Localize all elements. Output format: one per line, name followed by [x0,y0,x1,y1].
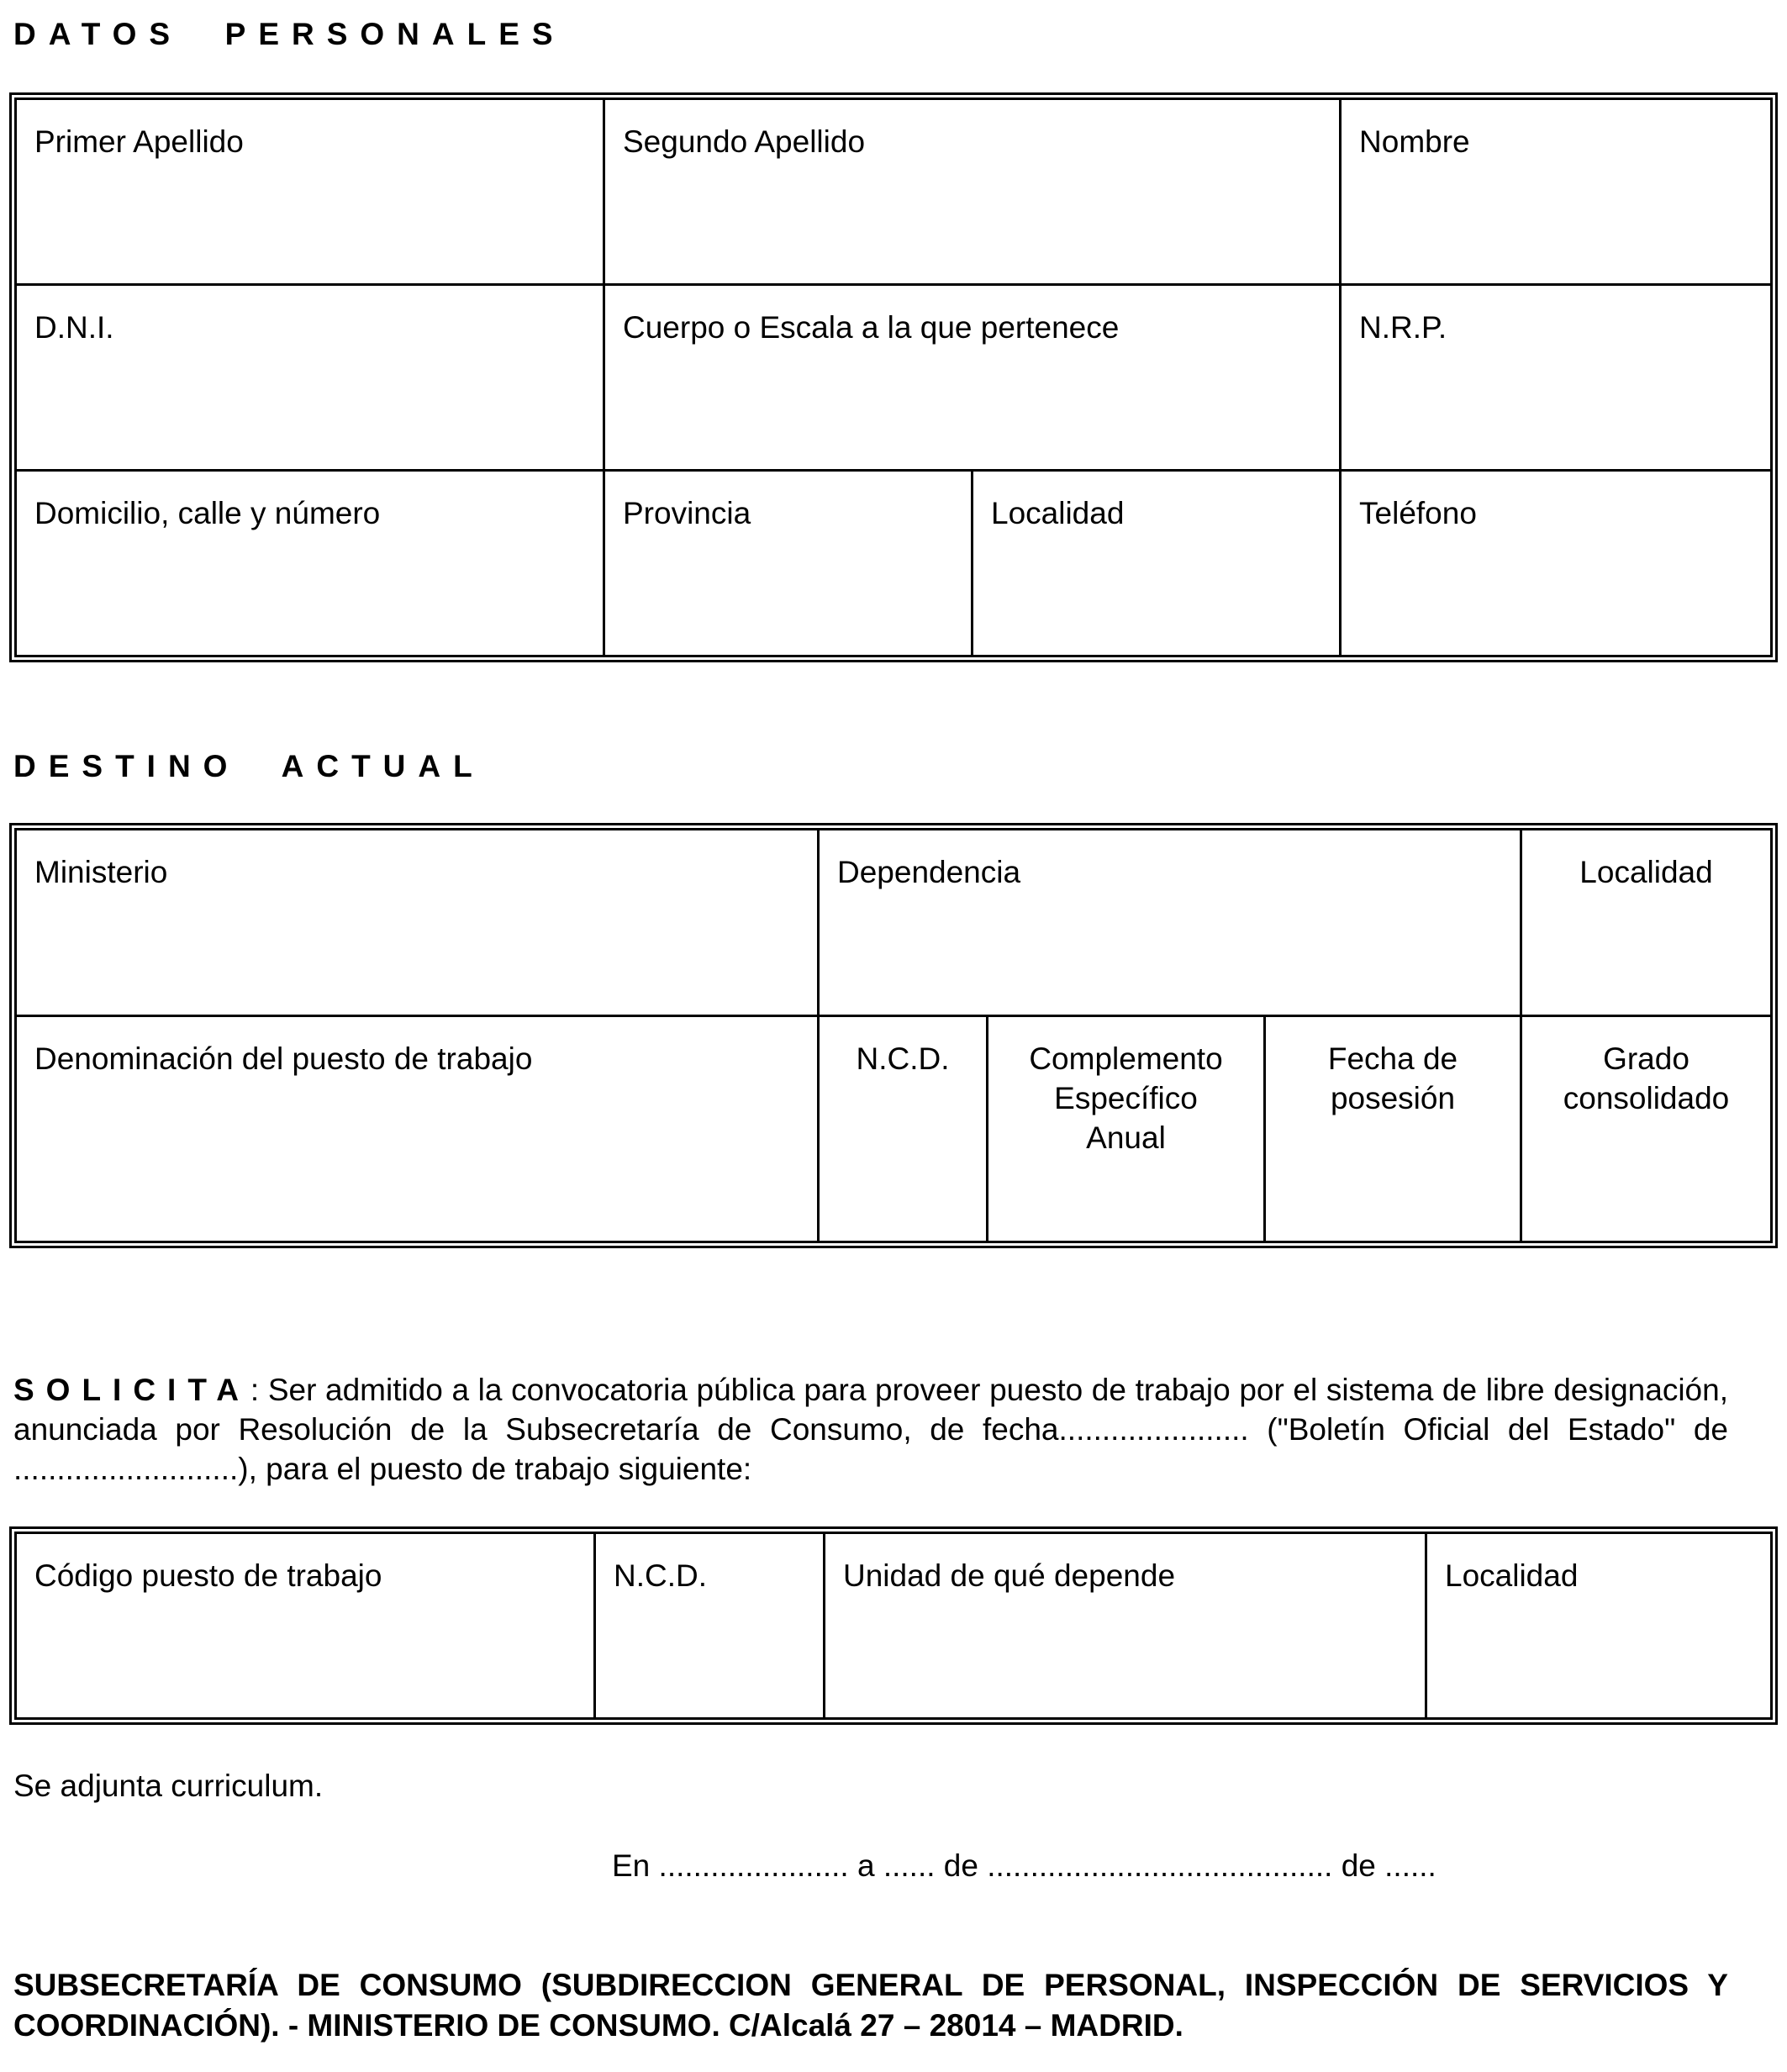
field-provincia[interactable] [604,471,973,656]
field-label: Grado consolidado [1563,1041,1730,1115]
date-place-line: En ...................... a ...... de ........................................ de ...... [612,1848,1436,1883]
field-grado-consolidado[interactable] [1521,1016,1772,1242]
field-label: D.N.I. [34,310,114,345]
field-label: Segundo Apellido [623,124,866,159]
section-title-destino-actual: DESTINO ACTUAL [13,749,485,783]
field-label: Ministerio [34,855,168,889]
field-label: Fecha de posesión [1327,1041,1458,1115]
field-denominacion-puesto[interactable] [16,1016,819,1242]
field-localidad[interactable] [973,471,1341,656]
field-complemento-especifico[interactable] [988,1016,1265,1242]
field-label: Denominación del puesto de trabajo [34,1041,533,1076]
section-title-datos-personales: DATOS PERSONALES [13,17,566,51]
field-ncd-puesto[interactable] [595,1533,825,1719]
field-dni[interactable] [16,285,604,471]
field-primer-apellido[interactable] [16,99,604,285]
field-label: Cuerpo o Escala a la que pertenece [623,310,1120,345]
field-dependencia[interactable] [819,830,1521,1016]
field-label: Localidad [1445,1558,1579,1593]
field-label: N.R.P. [1359,310,1447,345]
field-domicilio[interactable] [16,471,604,656]
field-label: Nombre [1359,124,1470,159]
field-codigo-puesto[interactable] [16,1533,595,1719]
field-label: Domicilio, calle y número [34,496,381,530]
field-segundo-apellido[interactable] [604,99,1341,285]
field-label: Provincia [623,496,751,530]
field-cuerpo-escala[interactable] [604,285,1341,471]
field-label: Localidad [1579,855,1713,889]
field-label: N.C.D. [614,1558,707,1593]
field-label: N.C.D. [856,1041,950,1076]
field-ncd-destino[interactable] [819,1016,988,1242]
field-label: Código puesto de trabajo [34,1558,382,1593]
field-label: Primer Apellido [34,124,244,159]
destino-actual-table [9,823,1778,1248]
field-telefono[interactable] [1341,471,1772,656]
adjunta-curriculum: Se adjunta curriculum. [13,1769,324,1803]
field-label: Dependencia [837,855,1021,889]
field-nrp[interactable] [1341,285,1772,471]
solicita-text: : Ser admitido a la convocatoria pública para proveer puesto de trabajo por el sistema de libre designación, anunciada por Resolución de la Subsecretaría de Consumo, de fecha...................... ("Boletín Oficial del Estado" de ..........................), para el puesto de trabajo siguiente: [13,1373,1728,1486]
field-localidad-puesto[interactable] [1426,1533,1772,1719]
solicita-paragraph [13,1370,1728,1489]
field-nombre[interactable] [1341,99,1772,285]
field-label: Unidad de qué depende [843,1558,1176,1593]
field-label: Localidad [991,496,1125,530]
field-unidad-depende[interactable] [825,1533,1426,1719]
field-fecha-posesion[interactable] [1265,1016,1521,1242]
field-label: Complemento Específico Anual [1029,1041,1223,1155]
puesto-solicitado-table [9,1526,1778,1725]
footer-address: SUBSECRETARÍA DE CONSUMO (SUBDIRECCION GENERAL DE PERSONAL, INSPECCIÓN DE SERVICIOS Y COORDINACIÓN). - MINISTERIO DE CONSUMO. C/Alcalá 27 – 28014 – MADRID. [13,1968,1728,2043]
datos-personales-table [9,92,1778,662]
field-ministerio[interactable] [16,830,819,1016]
field-label: Teléfono [1359,496,1477,530]
solicita-label: SOLICITA [13,1373,250,1407]
field-localidad-destino[interactable] [1521,830,1772,1016]
